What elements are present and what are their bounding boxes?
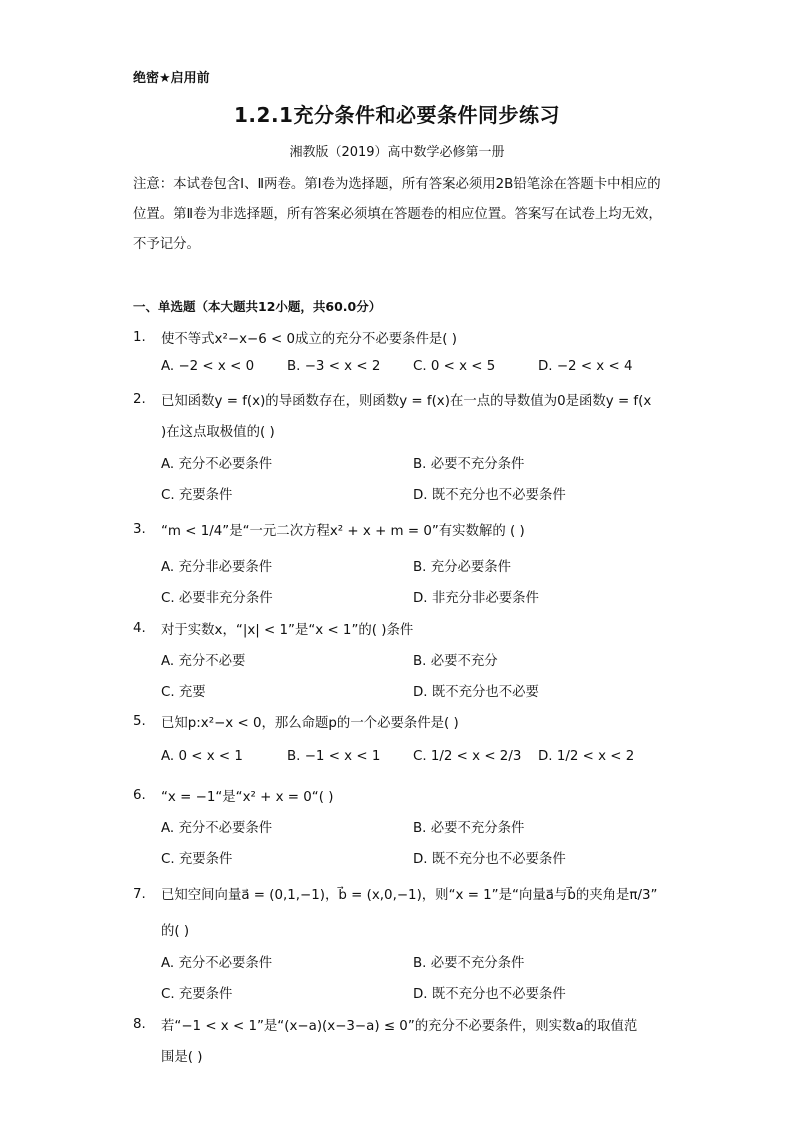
question-text: 已知空间向量a⃗ = (0,1,−1)，b⃗ = (x,0,−1)，则“x = 1”是“向量a⃗与b⃗的夹角是π/3” xyxy=(161,888,658,903)
option-b: B. −3 < x < 2 xyxy=(287,359,381,374)
option-c: C. 充要条件 xyxy=(161,987,233,1002)
option-d: D. 既不充分也不必要条件 xyxy=(413,987,566,1002)
option-c: C. 1/2 < x < 2/3 xyxy=(413,749,522,764)
confidential-label: 绝密★启用前 xyxy=(133,71,210,86)
question-number: 4. xyxy=(133,621,146,636)
option-a: A. −2 < x < 0 xyxy=(161,359,255,374)
section-heading: 一、单选题（本大题共12小题，共60.0分） xyxy=(133,299,382,314)
option-b: B. 必要不充分条件 xyxy=(413,457,525,472)
option-a: A. 0 < x < 1 xyxy=(161,749,243,764)
exam-notice: 注意：本试卷包含Ⅰ、Ⅱ两卷。第Ⅰ卷为选择题，所有答案必须用2B铅笔涂在答题卡中相应的位置。第Ⅱ卷为非选择题，所有答案必须填在答题卷的相应位置。答案写在试卷上均无效，不予记分。 xyxy=(133,177,662,252)
question-text: 对于实数x，“|x| < 1”是“x < 1”的( )条件 xyxy=(161,623,414,638)
option-b: B. 必要不充分条件 xyxy=(413,956,525,971)
option-c: C. 必要非充分条件 xyxy=(161,591,273,606)
option-a: A. 充分不必要条件 xyxy=(161,821,273,836)
option-a: A. 充分非必要条件 xyxy=(161,560,273,575)
option-d: D. 既不充分也不必要条件 xyxy=(413,852,566,867)
option-b: B. 必要不充分条件 xyxy=(413,821,525,836)
question-text-continued: 围是( ) xyxy=(161,1050,203,1065)
question-text: “m < 1/4”是“一元二次方程x² + x + m = 0”有实数解的 ( ) xyxy=(161,524,525,539)
option-b: B. −1 < x < 1 xyxy=(287,749,381,764)
question-text: 若“−1 < x < 1”是“(x−a)(x−3−a) ≤ 0”的充分不必要条件，则实数a的取值范 xyxy=(161,1019,638,1034)
question-text-continued: )在这点取极值的( ) xyxy=(161,425,275,440)
option-c: C. 充要 xyxy=(161,685,206,700)
option-d: D. 既不充分也不必要 xyxy=(413,685,539,700)
question-number: 7. xyxy=(133,887,146,902)
question-text: 使不等式x²−x−6 < 0成立的充分不必要条件是( ) xyxy=(161,332,457,347)
option-a: A. 充分不必要 xyxy=(161,654,246,669)
option-a: A. 充分不必要条件 xyxy=(161,956,273,971)
option-c: C. 充要条件 xyxy=(161,852,233,867)
option-b: B. 充分必要条件 xyxy=(413,560,512,575)
question-text: “x = −1“是“x² + x = 0“( ) xyxy=(161,790,334,805)
option-c: C. 充要条件 xyxy=(161,488,233,503)
option-d: D. 1/2 < x < 2 xyxy=(538,749,635,764)
question-number: 3. xyxy=(133,522,146,537)
option-d: D. 既不充分也不必要条件 xyxy=(413,488,566,503)
question-number: 2. xyxy=(133,392,146,407)
question-number: 5. xyxy=(133,714,146,729)
question-text-continued: 的( ) xyxy=(161,924,190,939)
option-c: C. 0 < x < 5 xyxy=(413,359,496,374)
option-d: D. 非充分非必要条件 xyxy=(413,591,539,606)
page-subtitle: 湘教版（2019）高中数学必修第一册 xyxy=(289,145,505,160)
option-b: B. 必要不充分 xyxy=(413,654,498,669)
question-text: 已知函数y = f(x)的导函数存在，则函数y = f(x)在一点的导数值为0是函数y = f(x xyxy=(161,394,652,409)
question-number: 8. xyxy=(133,1017,146,1032)
question-number: 6. xyxy=(133,788,146,803)
option-a: A. 充分不必要条件 xyxy=(161,457,273,472)
page-title: 1.2.1充分条件和必要条件同步练习 xyxy=(234,103,560,127)
question-text: 已知p:x²−x < 0，那么命题p的一个必要条件是( ) xyxy=(161,716,459,731)
option-d: D. −2 < x < 4 xyxy=(538,359,633,374)
question-number: 1. xyxy=(133,330,146,345)
